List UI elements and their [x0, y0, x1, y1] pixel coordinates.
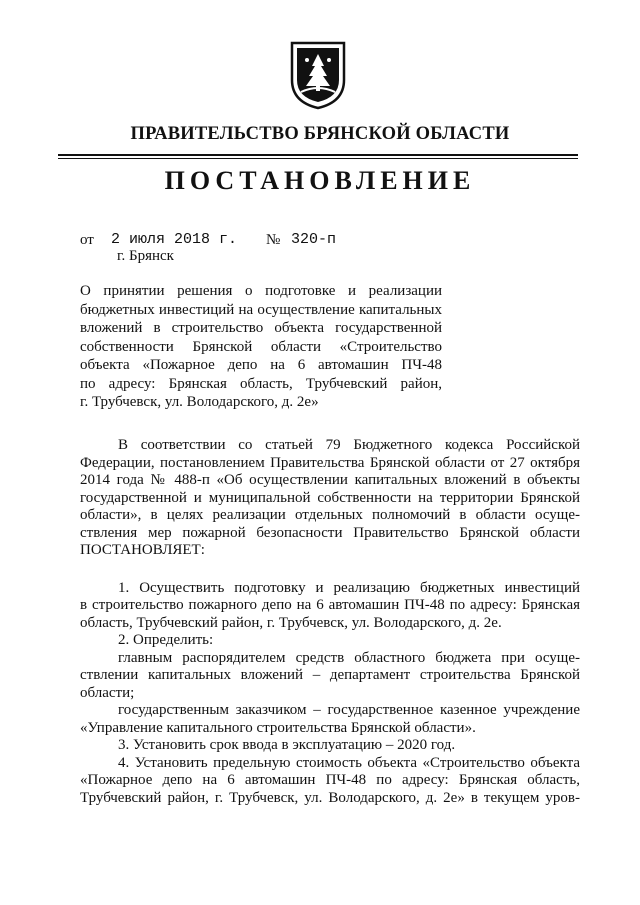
body-line: области», в целях реализации отдельных полномочий в области осуще-	[80, 507, 580, 523]
body-line: главным распорядителем средств областного бюджета при осуще-	[118, 649, 580, 666]
body-line: 2. Определить:	[118, 632, 214, 648]
subject-line: г. Трубчевск, ул. Володарского, д. 2е»	[80, 394, 319, 410]
document-body	[80, 437, 580, 807]
header-divider-thin	[58, 158, 578, 159]
body-line: Федерации, постановлением Правительства Брянской области от 27 октября	[80, 454, 580, 471]
subject-line: по адресу: Брянская область, Трубчевский район,	[80, 375, 442, 392]
city: г. Брянск	[117, 248, 174, 264]
body-line: государственным заказчиком – государственное казенное учреждение	[118, 702, 580, 718]
subject-line: О принятии решения о подготовке и реализации	[80, 283, 442, 299]
body-line: «Управление капитального строительства Брянской области».	[80, 719, 476, 736]
body-line: ствлении капитальных вложений – департамент строительства Брянской	[80, 667, 580, 683]
coat-of-arms-icon	[289, 40, 347, 110]
body-line: области;	[80, 684, 135, 701]
body-line: 1. Осуществить подготовку и реализацию бюджетных инвестиций	[118, 579, 580, 596]
document-title: ПОСТАНОВЛЕНИЕ	[164, 166, 476, 195]
body-line: 4. Установить предельную стоимость объекта «Строительство объекта	[118, 754, 580, 771]
body-line: в строительство пожарного депо на 6 автомашин ПЧ-48 по адресу: Брянская	[80, 597, 580, 613]
body-line: ствления мер пожарной безопасности Правительство Брянской области	[80, 524, 580, 541]
document-number: 320-п	[291, 231, 337, 248]
body-line: область, Трубчевский район, г. Трубчевск, ул. Володарского, д. 2е.	[80, 614, 502, 631]
body-line: «Пожарное депо на 6 автомашин ПЧ-48 по адресу: Брянская область,	[80, 772, 580, 788]
organization-name: ПРАВИТЕЛЬСТВО БРЯНСКОЙ ОБЛАСТИ	[130, 124, 510, 144]
body-line: 3. Установить срок ввода в эксплуатацию – 2020 год.	[118, 737, 456, 753]
body-line: В соответствии со статьей 79 Бюджетного кодекса Российской	[118, 437, 580, 453]
subject-line: вложений в строительство объекта государственной	[80, 320, 442, 336]
body-line: ПОСТАНОВЛЯЕТ:	[80, 542, 205, 558]
subject-line: собственности Брянской области «Строительство	[80, 338, 442, 355]
number-prefix: №	[266, 232, 281, 248]
document-subject	[80, 282, 442, 412]
header-divider	[58, 154, 578, 156]
body-line: 2014 года № 488-п «Об осуществлении капитальных вложений в объекты	[80, 472, 580, 488]
body-line: Трубчевский район, г. Трубчевск, ул. Володарского, д. 2е» в текущем уров-	[80, 789, 580, 806]
date-prefix: от	[80, 232, 94, 248]
document-date: 2 июля 2018 г.	[111, 231, 238, 248]
subject-line: бюджетных инвестиций на осуществление капитальных	[80, 301, 442, 318]
subject-line: объекта «Пожарное депо на 6 автомашин ПЧ-48	[80, 357, 442, 373]
body-line: государственной и муниципальной собственности на территории Брянской	[80, 489, 580, 506]
